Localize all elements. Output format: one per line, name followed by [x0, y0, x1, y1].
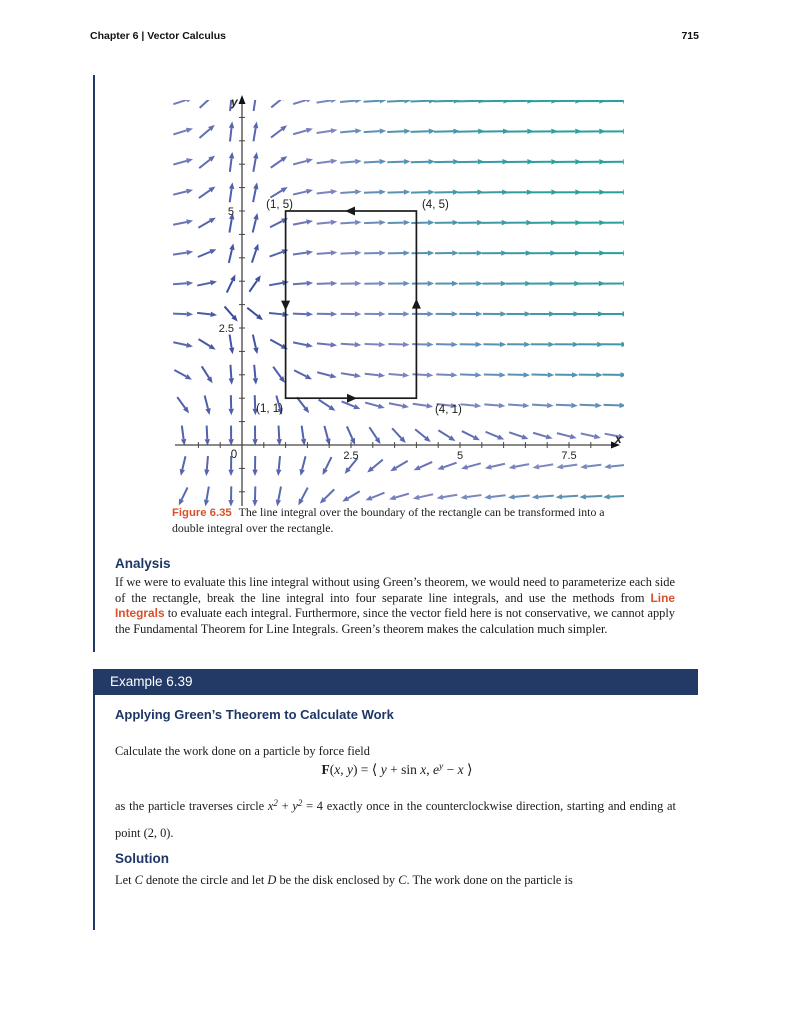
figure-caption [172, 505, 612, 536]
svg-text:(1, 1): (1, 1) [256, 403, 284, 416]
text-token: x [267, 799, 274, 813]
solution-heading: Solution [115, 851, 169, 866]
text-token: ⟨ [371, 762, 378, 778]
text-token: . The work done on the particle is [406, 873, 573, 887]
svg-text:5: 5 [456, 450, 464, 462]
figure-caption-text: The line integral over the boundary of the rectangle can be transformed into a double integral over the rectangle. [172, 505, 605, 535]
text-token: x [334, 762, 341, 777]
text-token: y [380, 762, 387, 777]
vector-field-svg [158, 88, 628, 520]
running-header: Chapter 6 | Vector Calculus [90, 30, 226, 42]
svg-text:5: 5 [227, 206, 234, 218]
solution-paragraph [115, 873, 679, 888]
text-token: + sin [386, 762, 421, 777]
svg-text:x: x [615, 432, 622, 446]
text-token: x [457, 762, 464, 777]
text-token: F [321, 762, 330, 777]
text-token: x [420, 762, 427, 777]
example-title: Applying Green’s Theorem to Calculate Work [115, 707, 394, 722]
example-left-rule-top [93, 75, 95, 652]
text-token: Let [115, 873, 135, 887]
text-token: C [134, 873, 143, 887]
svg-text:2.5: 2.5 [218, 323, 234, 335]
text-token: e [432, 762, 439, 777]
text-token: to evaluate each integral. Furthermore, since the vector field here is not conservative, we cannot apply the Fundamental Theorem for Line Integrals. Green’s theorem makes the calculation much simpler. [115, 606, 675, 636]
text-token: ⟩ [467, 762, 473, 778]
analysis-heading: Analysis [115, 556, 171, 571]
text-token: D [267, 873, 277, 887]
text-token: y [346, 762, 353, 777]
text-token: − [443, 762, 458, 777]
text-token: , [426, 762, 433, 777]
vector-field-figure [158, 88, 628, 520]
svg-text:7.5: 7.5 [561, 450, 577, 462]
text-token: ) = [352, 762, 372, 777]
text-token: ( [329, 762, 335, 777]
example-left-rule [93, 669, 95, 930]
example-body [115, 793, 676, 846]
svg-text:y: y [231, 95, 238, 109]
analysis-paragraph [115, 575, 675, 637]
text-token: be the disk enclosed by [276, 873, 399, 887]
link-line-integrals[interactable]: Line Integrals [115, 590, 675, 621]
force-field-formula [115, 762, 679, 778]
example-intro: Calculate the work done on a particle by force field [115, 744, 370, 758]
text-token: y [292, 799, 298, 813]
example-banner: Example 6.39 [93, 669, 698, 695]
text-token: y [438, 761, 444, 773]
svg-text:(4, 5): (4, 5) [421, 199, 449, 211]
svg-text:(4, 1): (4, 1) [434, 404, 462, 417]
text-token: C [398, 873, 407, 887]
text-token: = 4 exactly once in the counterclockwise direction, starting and ending at point (2, 0). [115, 799, 676, 840]
figure-caption-label: Figure 6.35 [172, 507, 232, 519]
page-number: 715 [681, 30, 699, 42]
text-token: 2 [297, 797, 303, 808]
svg-text:2.5: 2.5 [343, 450, 359, 462]
text-token: denote the circle and let [142, 873, 268, 887]
text-token: 2 [273, 797, 278, 808]
text-token: as the particle traverses circle [115, 799, 268, 813]
svg-text:0: 0 [230, 449, 238, 461]
text-token: If we were to evaluate this line integral without using Green’s theorem, we would need to parameterize each side of the rectangle, break the line integral into four separate line integrals, and use the methods from [115, 575, 675, 605]
text-token: , [340, 762, 347, 777]
text-token: + [277, 799, 293, 813]
svg-text:(1, 5): (1, 5) [266, 199, 294, 211]
